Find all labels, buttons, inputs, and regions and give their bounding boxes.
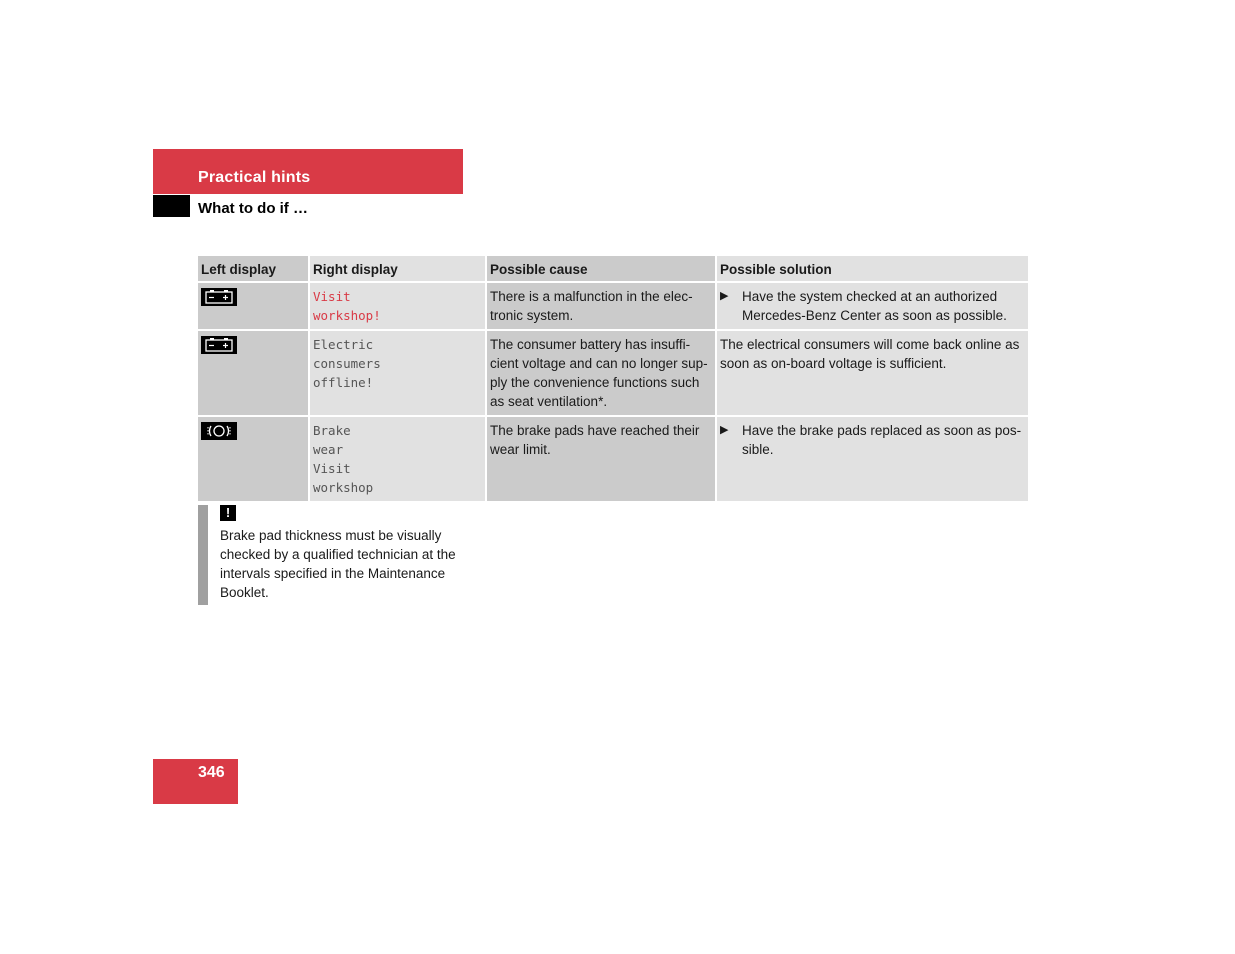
possible-solution-cell: The electrical consumers will come back online as soon as on-board voltage is sufficient.	[716, 330, 1029, 416]
possible-solution-cell	[716, 282, 1029, 330]
possible-cause-cell: There is a malfunction in the elec-tronic system.	[486, 282, 716, 330]
column-header-left-display: Left display	[198, 256, 309, 282]
solution-text: Have the system checked at an authorized Mercedes-Benz Center as soon as possible.	[742, 289, 1007, 323]
warning-icon: !	[220, 505, 236, 521]
display-message-line: workshop!	[313, 308, 381, 323]
battery-icon	[201, 336, 237, 354]
table-row	[198, 330, 1029, 416]
left-display-cell	[198, 416, 309, 502]
table-row	[198, 416, 1029, 502]
table-row	[198, 282, 1029, 330]
possible-cause-cell: The brake pads have reached their wear limit.	[486, 416, 716, 502]
arrow-bullet-icon: ▶	[720, 290, 729, 302]
display-message-line: wear	[313, 442, 344, 457]
display-message-line: Electric	[313, 337, 374, 352]
page-number-band	[153, 759, 238, 804]
note-sidebar	[198, 505, 208, 605]
column-header-possible-solution: Possible solution	[716, 256, 1029, 282]
possible-cause-cell: The consumer battery has insuffi-cient voltage and can no longer sup-ply the convenience functions such as seat ventilation*.	[486, 330, 716, 416]
left-display-cell	[198, 282, 309, 330]
right-display-cell	[309, 416, 486, 502]
display-message-line: Visit	[313, 461, 351, 476]
section-title: Practical hints	[198, 169, 311, 186]
solution-text: Have the brake pads replaced as soon as pos-sible.	[742, 423, 1022, 457]
battery-icon	[201, 288, 237, 306]
display-message-line: workshop	[313, 480, 374, 495]
display-messages-table	[198, 256, 1030, 503]
table-header-row	[198, 256, 1029, 282]
brake-wear-icon	[201, 422, 237, 440]
display-message-line: offline!	[313, 375, 374, 390]
right-display-cell	[309, 330, 486, 416]
display-message-line: Brake	[313, 423, 351, 438]
page-number: 346	[198, 764, 225, 781]
column-header-right-display: Right display	[309, 256, 486, 282]
arrow-bullet-icon: ▶	[720, 424, 729, 436]
note-text: Brake pad thickness must be visually checked by a qualified technician at the intervals specified in the Maintenance Booklet.	[220, 528, 456, 600]
subsection-title: What to do if …	[198, 200, 308, 217]
left-display-cell	[198, 330, 309, 416]
section-marker	[153, 195, 190, 217]
column-header-possible-cause: Possible cause	[486, 256, 716, 282]
possible-solution-cell	[716, 416, 1029, 502]
display-message-line: consumers	[313, 356, 381, 371]
display-message-line: Visit	[313, 289, 351, 304]
right-display-cell	[309, 282, 486, 330]
